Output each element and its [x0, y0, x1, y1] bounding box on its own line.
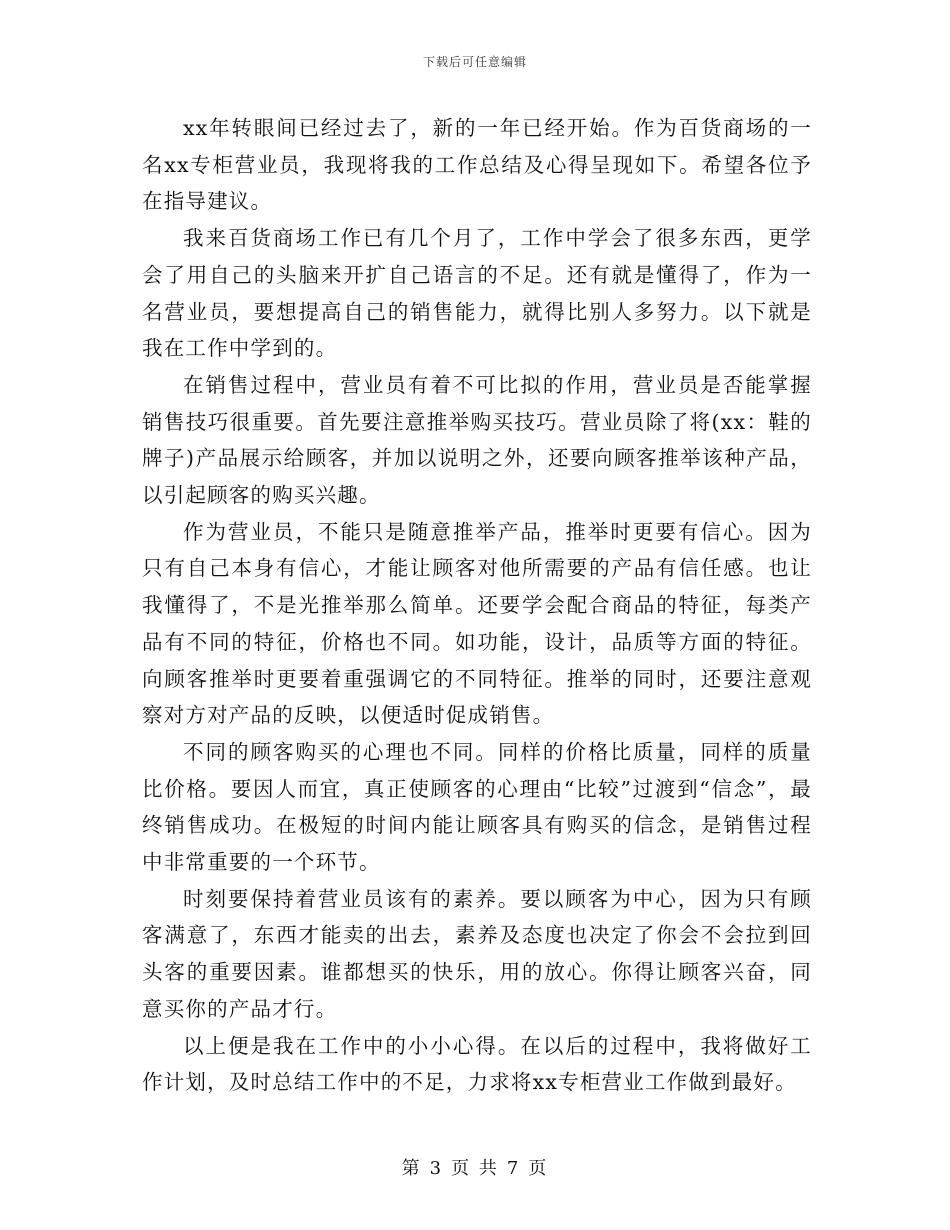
page-number-middle: 页 共: [451, 1158, 499, 1179]
paragraph: 不同的顾客购买的心理也不同。同样的价格比质量，同样的质量比价格。要因人而宜，真正使顾客的心理由“比较”过渡到“信念”，最终销售成功。在极短的时间内能让顾客具有购买的信念，是销售过程中非常重要的一个环节。: [142, 739, 812, 875]
paragraph: 在销售过程中，营业员有着不可比拟的作用，营业员是否能掌握销售技巧很重要。首先要注意推举购买技巧。营业员除了将(xx：鞋的牌子)产品展示给顾客，并加以说明之外，还要向顾客推举该种产品，以引起顾客的购买兴趣。: [142, 372, 812, 508]
paragraph: xx年转眼间已经过去了，新的一年已经开始。作为百货商场的一名xx专柜营业员，我现将我的工作总结及心得呈现如下。希望各位予在指导建议。: [142, 116, 812, 214]
document-body: [142, 110, 812, 1101]
page-header: 下载后可任意编辑: [422, 55, 527, 69]
current-page-number: 3: [429, 1158, 444, 1179]
paragraph: 以上便是我在工作中的小小心得。在以后的过程中，我将做好工作计划，及时总结工作中的不足，力求将xx专柜营业工作做到最好。: [142, 1033, 812, 1095]
paragraph: 我来百货商场工作已有几个月了，工作中学会了很多东西，更学会了用自己的头脑来开扩自己语言的不足。还有就是懂得了，作为一名营业员，要想提高自己的销售能力，就得比别人多努力。以下就是我在工作中学到的。: [142, 226, 812, 361]
page-number-prefix: 第: [401, 1158, 422, 1179]
paragraph: 作为营业员，不能只是随意推举产品，推举时更要有信心。因为只有自己本身有信心，才能让顾客对他所需要的产品有信任感。也让我懂得了，不是光推举那么简单。还要学会配合商品的特征，每类产品有不同的特征，价格也不同。如功能，设计，品质等方面的特征。向顾客推举时更要着重强调它的不同特征。推举的同时，还要注意观察对方对产品的反映，以便适时促成销售。: [142, 519, 812, 728]
page-footer: [0, 1154, 950, 1180]
page-number-suffix: 页: [528, 1158, 549, 1179]
paragraph: 时刻要保持着营业员该有的素养。要以顾客为中心，因为只有顾客满意了，东西才能卖的出去，素养及态度也决定了你会不会拉到回头客的重要因素。谁都想买的快乐，用的放心。你得让顾客兴奋，同意买你的产品才行。: [142, 886, 812, 1021]
total-page-count: 7: [506, 1158, 521, 1179]
